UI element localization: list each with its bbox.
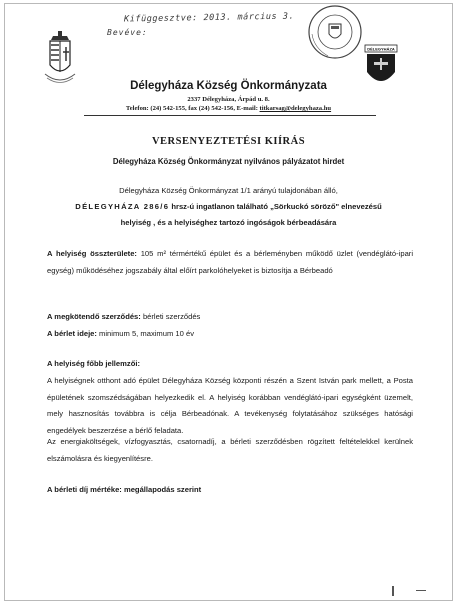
handwritten-posting-note: Kifüggesztve: 2013. március 3. bbox=[123, 11, 295, 25]
term-label: A bérlet ideje: bbox=[47, 329, 97, 338]
property-id: DÉLEGYHÁZA 286/6 bbox=[75, 202, 170, 211]
utilities-paragraph: Az energiaköltségek, vízfogyasztás, csatornadíj, a bérleti szerződésben rögzített feltételekkel kerülnek elszámolásra és kiegyenlítésre. bbox=[47, 437, 413, 463]
document-subtitle: Délegyháza Község Önkormányzat nyilvános pályázatot hirdet bbox=[112, 157, 345, 166]
crest-label: DÉLEGYHÁZA bbox=[367, 46, 395, 52]
scan-mark bbox=[416, 590, 426, 591]
municipality-title: Délegyháza Község Önkormányzata bbox=[130, 80, 327, 92]
contact-phone-fax: Telefon: (24) 542-155, fax (24) 542-156, E-mail: bbox=[125, 105, 260, 112]
contract-line bbox=[47, 309, 413, 326]
fee-label: A bérleti díj mértéke: bbox=[47, 485, 122, 494]
term-value: minimum 5, maximum 10 év bbox=[96, 329, 194, 338]
intro-line-3: helyiség , és a helyiséghez tartozó ingóságok bérbeadására bbox=[120, 218, 337, 227]
features-paragraph: A helyiségnek otthont adó épület Délegyháza Község központi részén a Szent István park mellett, a Posta épületének szomszédságában helyezkedik el. A helyiség korábban vendéglátó-ipari egységként üzemelt, mely hasznosítás továbbra is célja Bérbeadónak. A tevékenység folytatásához szükséges hatósági engedélyek beszerzése a bérlő feladata. bbox=[47, 376, 413, 435]
scan-mark bbox=[392, 586, 394, 596]
area-label: A helyiség összterülete: bbox=[47, 249, 137, 258]
area-paragraph bbox=[47, 246, 413, 279]
area-text: 105 m² térmértékű épület és a bérleményben működő üzlet (vendéglátó-ipari egység) működéséhez jogszabály által előírt parkolóhelyeket is biztosítja a Bérbeadó bbox=[47, 249, 414, 275]
email-link[interactable]: titkarsag@delegyhaza.hu bbox=[259, 105, 332, 112]
municipality-address: 2337 Délegyháza, Árpád u. 8. bbox=[187, 96, 270, 103]
features-heading: A helyiség főbb jellemzői: bbox=[47, 359, 140, 368]
fee-line bbox=[47, 482, 413, 499]
contract-label: A megkötendő szerződés: bbox=[47, 312, 141, 321]
contract-value: bérleti szerződés bbox=[140, 312, 201, 321]
council-stamp bbox=[307, 4, 363, 60]
term-line bbox=[47, 326, 413, 343]
page-border bbox=[4, 3, 453, 601]
property-description: hrsz-ú ingatlanon található „Sörkuckó söröző" elnevezésű bbox=[169, 202, 382, 211]
handwritten-removal-note: Bevéve: bbox=[107, 28, 148, 37]
intro-line-1: Délegyháza Község Önkormányzat 1/1 arányú tulajdonában álló, bbox=[119, 186, 338, 195]
intro-line-2 bbox=[0, 202, 457, 211]
document-title: VERSENYEZTETÉSI KIÍRÁS bbox=[151, 136, 306, 147]
header-divider bbox=[84, 115, 376, 116]
municipality-contact bbox=[0, 105, 457, 112]
fee-value: megállapodás szerint bbox=[121, 485, 202, 494]
